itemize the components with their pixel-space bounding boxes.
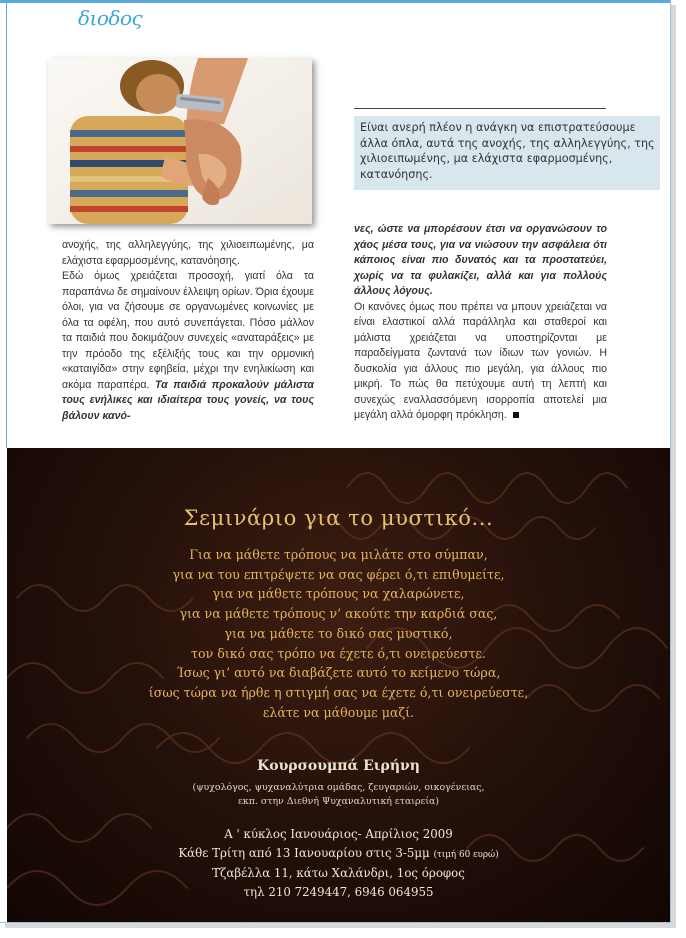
poem-line: Για να μάθετε τρόπους να μιλάτε στο σύμπαν, [189, 547, 488, 562]
end-of-article-mark [513, 412, 519, 418]
left-paragraph-1: ανοχής, της αλληλεγγύης, της χιλιοειπωμένης, μα ελάχιστα εφαρμοσμένης, κατανόησης. [62, 239, 314, 267]
right-paragraph-1: νες, ώστε να μπορέσουν έτσι να οργανώσουν το χάος μέσα τους, για να νιώσουν την ασφάλεια ότι κάποιος είναι πιο δυνατός και τα προστατεύει, χωρίς να τα φυλακίζει, αλλά και για πολλούς άλλους λόγους. [354, 223, 607, 297]
seminar-poem [7, 545, 670, 722]
right-paragraph-2-text: Οι κανόνες όμως που πρέπει να μπουν χρειάζεται να είναι ελαστικοί αλλά παράλληλα και σταθεροί και μάλιστα χρειάζεται να υποστηρίζονται με παραδείγματα ζωντανά των ίδιων των γονιών. Η δυσκολία για άλλους πιο μεγάλη, για άλλους πιο μικρή. Το πώς θα πετύχουμε αυτή τη λεπτή και συνεχώς εναλλασσόμενη ισορροπία αποτελεί μια μεγάλη αλλά όμορφη πρόκληση. [354, 300, 607, 421]
credentials-line: εκπ. στην Διεθνή Ψυχαναλυτική εταιρεία) [238, 796, 439, 807]
poem-line: ίσως τώρα να ήρθε η στιγμή σας να έχετε ό,τι ονειρεύεστε, [148, 684, 529, 700]
seminar-phone: τηλ 210 7249447, 6946 064955 [243, 884, 434, 899]
poem-line: για να μάθετε τρόπους να χαλαρώνετε, [212, 586, 465, 602]
seminar-advertisement [7, 448, 670, 922]
seminar-address: Τζαβέλλα 11, κάτω Χαλάνδρι, 1ος όροφος [212, 866, 465, 881]
poem-line: ελάτε να μάθουμε μαζί. [262, 704, 415, 720]
left-paragraph-2 [62, 269, 314, 424]
left-border [6, 3, 7, 448]
seminar-price: (τιμή 60 ευρώ) [433, 849, 499, 860]
poem-line: για να μάθετε το δικό σας μυστικό, [224, 625, 453, 641]
pull-quote [354, 116, 660, 190]
parent-child-hands-photo [48, 58, 312, 224]
seminar-schedule [7, 844, 670, 865]
article-column-left [62, 238, 314, 424]
left-paragraph-2-emphasis: Τα παιδιά προκαλούν μάλιστα τους ενήλικες και ιδιαίτερα τους γονείς, να τους βάλουν κανό- [62, 378, 314, 422]
seminar-title: Σεμινάριο για το μυστικό... [183, 506, 494, 530]
poem-line: για να μάθετε τρόπους ν’ ακούτε την καρδιά σας, [179, 606, 498, 622]
quote-rule [354, 108, 606, 109]
poem-line: τον δικό σας τρόπο να έχετε ό,τι ονειρεύεστε. [191, 645, 486, 661]
presenter-name: Κουρσουμπά Ειρήνη [257, 758, 420, 774]
presenter-credentials [7, 781, 670, 809]
left-paragraph-2-text: Εδώ όμως χρειάζεται προσοχή, γιατί όλα τα παραπάνω δε σημαίνουν έλλειψη ορίων. Όρια έχουμε όλοι, για να ζήσουμε σε οργανωμένες κοινωνίες με όλα τα οφέλη, που αυτό συνεπάγεται. Πόσο μάλλον τα παιδιά που δοκιμάζουν συνεχείς «αναταράξεις» με την πρόοδο της εξέλιξής τους και την ορμονική «καταιγίδα» στην εφηβεία, μέχρι την ενηλικίωση και ακόμα παραπέρα. [62, 270, 314, 391]
hands-illustration [48, 58, 312, 224]
top-border [0, 0, 670, 3]
schedule-text: Κάθε Τρίτη από 13 Ιανουαρίου στις 3-5μμ [178, 845, 430, 860]
seminar-cycle: Α ' κύκλος Ιανουάριος- Απρίλιος 2009 [224, 827, 453, 841]
magazine-logo: διοδος [78, 6, 143, 30]
right-paragraph-2 [354, 300, 607, 424]
article-column-right [354, 222, 607, 424]
pull-quote-text: Είναι ανερή πλέον η ανάγκη να επιστρατεύσουμε άλλα όπλα, αυτά της ανοχής, της αλληλεγγύης, της χιλιοειπωμένης, μα ελάχιστα εφαρμοσμένης, κατανόησης. [360, 121, 655, 181]
credentials-line: (ψυχολόγος, ψυχαναλύτρια ομάδας, ζευγαριών, οικογένειας, [192, 782, 485, 793]
seminar-details [7, 825, 670, 901]
poem-line: για να του επιτρέψετε να σας φέρει ό,τι επιθυμείτε, [172, 566, 505, 582]
seminar-content [7, 448, 670, 922]
poem-line: Ίσως γι’ αυτό να διαβάζετε αυτό το κείμενο τώρα, [176, 665, 501, 681]
